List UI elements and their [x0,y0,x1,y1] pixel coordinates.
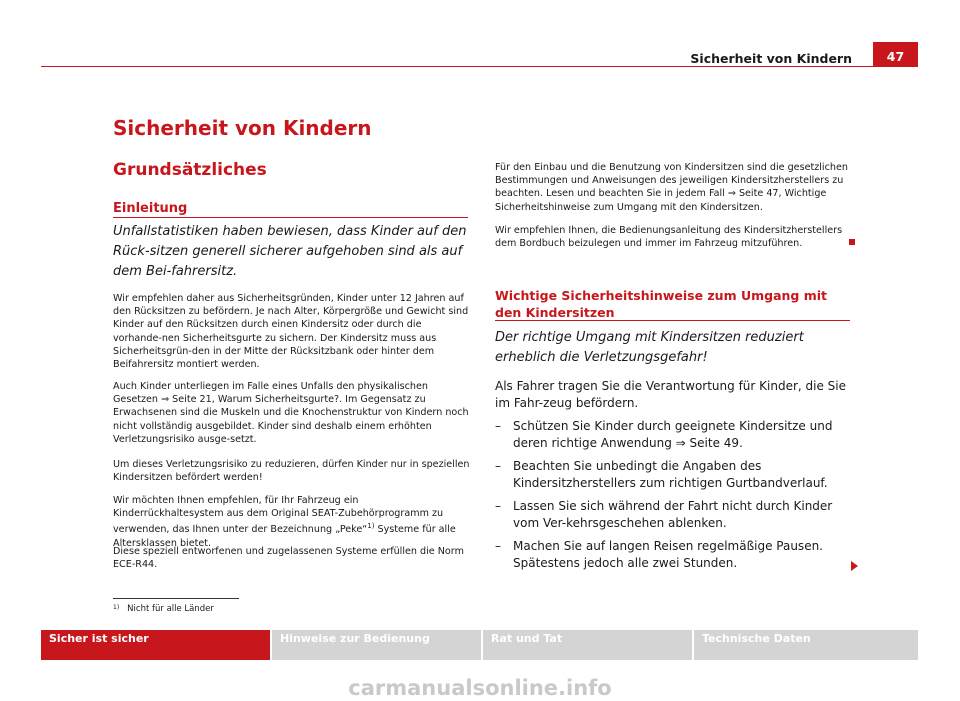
footnote-marker: 1) [113,604,120,611]
subsection-heading-sicherheitshinweise: Wichtige Sicherheitshinweise zum Umgang mit den Kindersitzen [495,288,827,320]
footnote [113,604,214,614]
body-paragraph: Um dieses Verletzungsrisiko zu reduzieren, dürfen Kinder nur in speziellen Kindersitzen befördert werden! [113,459,470,484]
body-paragraph: Für den Einbau und die Benutzung von Kindersitzen sind die gesetzlichen Bestimmungen und Anweisungen des jeweiligen Kindersitzherstellers zu beachten. Lesen und beachten Sie in jedem Fall ⇒ Seite 47, Wichtige Sicherheitshinweise zum Umgang mit den Kindersitzen. [495,162,848,213]
nav-tab-sicher-ist-sicher[interactable]: Sicher ist sicher [41,630,270,660]
body-paragraph: Auch Kinder unterliegen im Falle eines Unfalls den physikalischen Gesetzen ⇒ Seite 21, Warum Sicherheitsgurte?. Im Gegensatz zu Erwachsenen sind die Muskeln und die Knochenstruktur von Kindern noch nicht vollständig ausgebildet. Kinder sind deshalb einem erhöhten Verletzungsrisiko ausge-setzt. [113,381,469,445]
running-header-title: Sicherheit von Kindern [690,51,852,66]
list-dash: – [495,539,501,553]
nav-tab-technische-daten[interactable]: Technische Daten [694,630,918,660]
intro-paragraph: Als Fahrer tragen Sie die Verantwortung für Kinder, die Sie im Fahr-zeug befördern. [495,379,847,410]
body-paragraph: Wir empfehlen daher aus Sicherheitsgründen, Kinder unter 12 Jahren auf den Rücksitzen zu befördern. Je nach Alter, Körpergröße und Gewicht sind Kinder auf den Rücksitzen durch einen Kindersitz oder durch die vorhande-nen Sicherheitsgurte zu sichern. Der Kindersitz muss aus Sicherheitsgrün-den in der Mitte der Rücksitzbank oder hinter dem Beifahrersitz montiert werden. [113,293,469,371]
subsection-heading-einleitung: Einleitung [113,201,188,216]
lead-paragraph: Der richtige Umgang mit Kindersitzen reduziert erheblich die Verletzungsgefahr! [495,330,804,365]
footnote-ref: 1) [367,522,375,531]
list-item-text: Beachten Sie unbedingt die Angaben des Kindersitzherstellers zum richtigen Gurtbandverlauf. [513,459,828,490]
body-paragraph: Wir empfehlen Ihnen, die Bedienungsanleitung des Kindersitzherstellers dem Bordbuch beizulegen und immer im Fahrzeug mitzuführen. [495,225,843,250]
list-item-text: Machen Sie auf langen Reisen regelmäßige Pausen. Spätestens jedoch alle zwei Stunden. [513,539,823,570]
list-dash: – [495,499,501,513]
watermark: carmanualsonline.info [348,676,612,700]
body-paragraph [113,494,471,550]
list-item-text: Schützen Sie Kinder durch geeignete Kindersitze und deren richtige Anwendung ⇒ Seite 49. [513,419,833,450]
list-dash: – [495,459,501,473]
section-end-marker [849,239,855,245]
list-item-text: Lassen Sie sich während der Fahrt nicht durch Kinder vom Ver-kehrsgeschehen ablenken. [513,499,833,530]
page-number-badge: 47 [873,42,918,67]
subsection-rule [113,217,468,218]
body-paragraph: Diese speziell entworfenen und zugelassenen Systeme erfüllen die Norm ECE-R44. [113,546,464,571]
list-dash: – [495,419,501,433]
footnote-rule [113,598,239,599]
lead-paragraph: Unfallstatistiken haben bewiesen, dass Kinder auf den Rück-sitzen generell sicherer aufgehoben sind als auf dem Bei-fahrersitz. [113,224,467,279]
header-rule [41,66,918,67]
section-title: Grundsätzliches [113,160,267,180]
chapter-title: Sicherheit von Kindern [113,116,372,140]
body-text: Systeme für alle Altersklassen bietet. [113,524,456,549]
subsection-rule [495,320,850,321]
footnote-text: Nicht für alle Länder [127,604,214,614]
continue-arrow-icon [851,561,858,571]
body-text: Wir möchten Ihnen empfehlen, für Ihr Fahrzeug ein Kinderrückhaltesystem aus dem Original SEAT-Zubehörprogramm zu verwenden, das Ihnen unter der Bezeichnung „Peke“ [113,495,444,536]
nav-tab-hinweise-zur-bedienung[interactable]: Hinweise zur Bedienung [272,630,481,660]
nav-tab-rat-und-tat[interactable]: Rat und Tat [483,630,692,660]
